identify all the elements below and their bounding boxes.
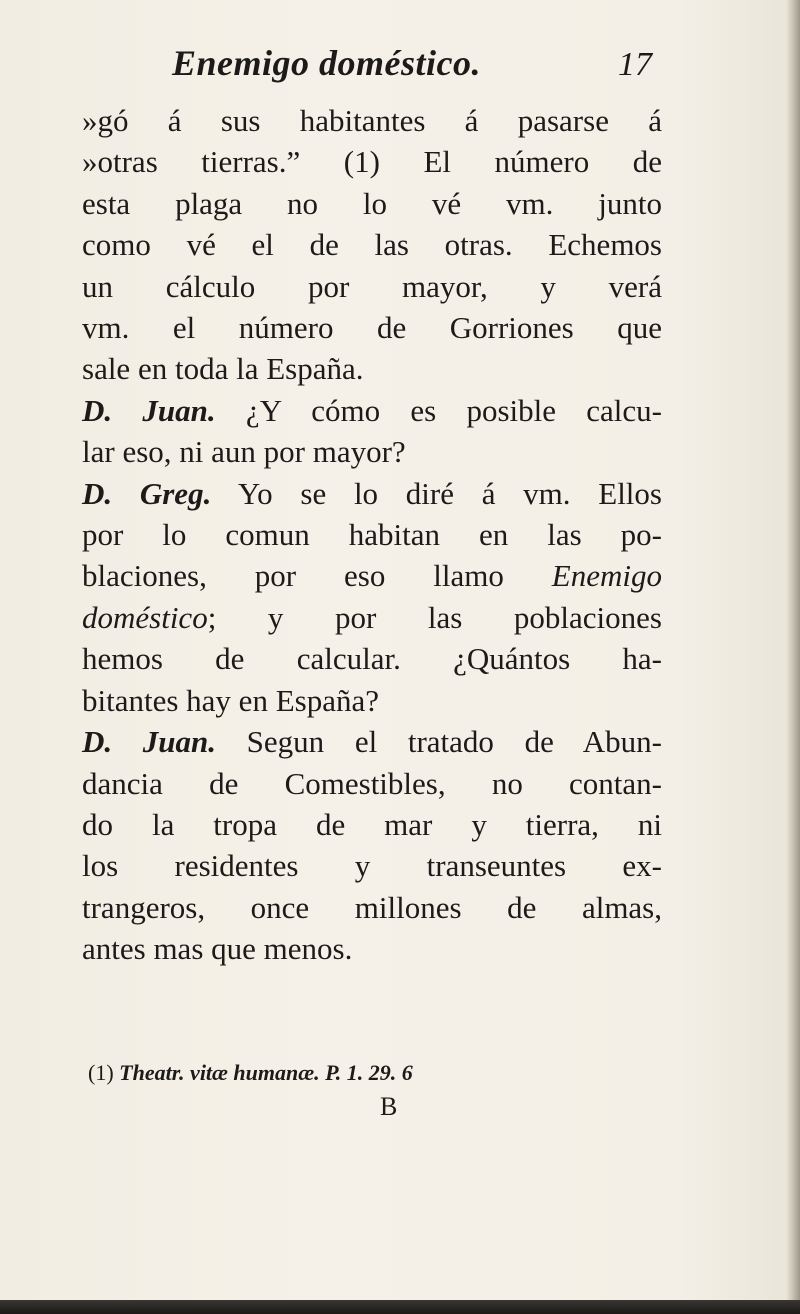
- running-head: Enemigo doméstico.: [172, 43, 481, 83]
- page-edge-right: [786, 0, 800, 1314]
- text-line: vm. el número de Gorriones que: [82, 310, 662, 346]
- body-text: [82, 100, 662, 970]
- text-line: los residentes y transeuntes ex-: [82, 848, 662, 884]
- text-line: antes mas que menos.: [82, 931, 353, 967]
- speaker-name: D. Juan.: [82, 392, 216, 428]
- emphasis: doméstico: [82, 599, 208, 635]
- dialogue-line: D. Greg. Yo se lo diré á vm. Ellos: [82, 475, 662, 511]
- text-line: hemos de calcular. ¿Quántos ha-: [82, 641, 662, 677]
- text-line: lar eso, ni aun por mayor?: [82, 434, 406, 470]
- page-number: 17: [618, 46, 652, 83]
- text-line: »otras tierras.” (1) El número de: [82, 144, 662, 180]
- text-line: como vé el de las otras. Echemos: [82, 227, 662, 263]
- footnote-source: Theatr. vitæ humanæ. P. 1. 29. 6: [119, 1060, 413, 1085]
- text-line: esta plaga no lo vé vm. junto: [82, 185, 662, 221]
- text-line: blaciones, por eso llamo Enemigo: [82, 558, 662, 594]
- text-line: »gó á sus habitantes á pasarse á: [82, 103, 662, 138]
- footnote-marker: (1): [88, 1060, 114, 1085]
- speaker-name: D. Juan.: [82, 724, 217, 760]
- dialogue-line: D. Juan. Segun el tratado de Abun-: [82, 724, 662, 760]
- text-line: dancia de Comestibles, no contan-: [82, 765, 662, 801]
- emphasis: Enemigo: [551, 558, 662, 594]
- text-line: do la tropa de mar y tierra, ni: [82, 806, 662, 842]
- text-line: por lo comun habitan en las po-: [82, 517, 662, 553]
- text-line: un cálculo por mayor, y verá: [82, 268, 662, 304]
- text-line: trangeros, once millones de almas,: [82, 889, 662, 925]
- footnote: [88, 1060, 668, 1086]
- page-edge-bottom: [0, 1300, 800, 1314]
- text-line: sale en toda la España.: [82, 351, 364, 387]
- text-line: doméstico; y por las poblaciones: [82, 599, 662, 635]
- speaker-name: D. Greg.: [82, 475, 212, 511]
- text-line: bitantes hay en España?: [82, 682, 379, 718]
- signature-mark: B: [380, 1092, 398, 1121]
- page-header: [172, 42, 652, 90]
- dialogue-line: D. Juan. ¿Y cómo es posible calcu-: [82, 392, 662, 428]
